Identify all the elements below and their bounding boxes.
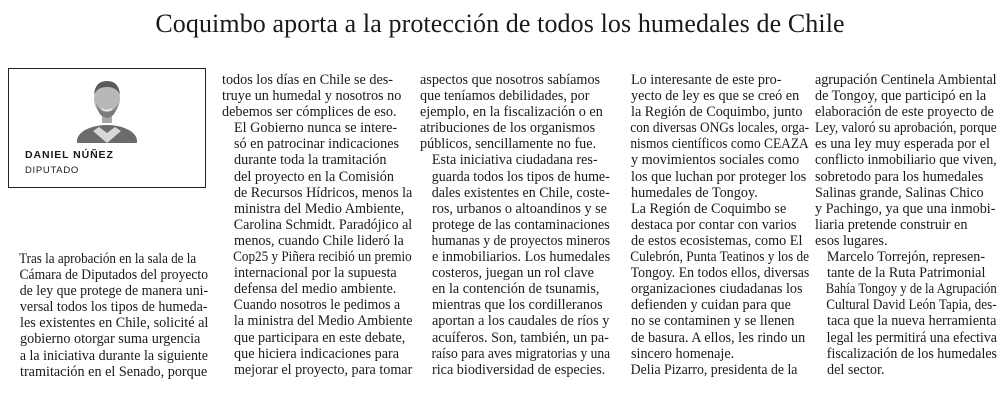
article-line: Cuando nosotros le pedimos a — [233, 297, 401, 314]
article-line: Tras la aprobación en la sala de la — [19, 251, 197, 267]
article-column-3 — [420, 72, 610, 378]
article-line: públicos, sencillamente no fue. — [420, 136, 597, 153]
article-line: de Tongoy, que participó en la — [815, 88, 987, 105]
article-line: debemos ser cómplices de eso. — [222, 104, 397, 121]
article-column-2 — [222, 72, 412, 378]
author-photo — [75, 71, 139, 143]
article-line: del sector. — [827, 361, 885, 378]
article-line: no se contaminen y se llenen — [631, 313, 795, 330]
article-paragraph — [420, 152, 610, 377]
article-paragraph — [619, 72, 809, 201]
author-box — [8, 68, 206, 188]
article-line: de basura. A ellos, les rindo un — [631, 329, 806, 346]
article-line: dales existentes en Chile, coste- — [431, 184, 610, 201]
article-line: de ley que protege de manera uni- — [19, 283, 209, 300]
article-line: gobierno otorgar suma urgencia — [20, 331, 201, 348]
article-line: ejemplo, en la fiscalización o en — [420, 104, 603, 121]
article-line: yecto de ley es que se creó en — [631, 88, 800, 105]
article-paragraph — [619, 362, 809, 378]
article-line: durante toda la tramitación — [234, 152, 387, 169]
article-line: mejorar el proyecto, para tomar — [233, 361, 413, 378]
article-line: Marcelo Torrejón, represen- — [826, 249, 986, 266]
article-line: e inmobiliarios. Los humedales — [432, 249, 611, 266]
article-line: Cop25 y Piñera recibió un premio — [233, 249, 412, 266]
article-line: raíso para aves migratorias y una — [431, 345, 611, 362]
article-line: legal les permitirá una efectiva — [826, 329, 997, 346]
article-paragraph — [619, 201, 809, 362]
article-line: liaria pretende construir en — [815, 216, 968, 233]
article-paragraph — [815, 249, 997, 378]
article-line: Cultural David León Tapia, des- — [826, 297, 997, 314]
article-line: y Pachingo, ya que una inmobi- — [815, 200, 996, 217]
article-paragraph — [420, 72, 610, 152]
article-line: que hiciera indicaciones para — [234, 345, 400, 362]
author-name: DANIEL NÚÑEZ — [25, 149, 114, 161]
article-line: que teníamos debilidades, por — [420, 88, 590, 105]
article-line: La Región de Coquimbo se — [631, 200, 787, 217]
article-line: es una ley muy esperada por el — [815, 136, 990, 153]
article-line: mientras que los cordilleranos — [432, 297, 603, 314]
article-line: esos lugares. — [815, 232, 888, 249]
article-line: todos los días en Chile se des- — [222, 72, 394, 88]
article-line: Lo interesante de este pro- — [631, 72, 782, 88]
article-line: aspectos que nosotros sabíamos — [420, 72, 601, 88]
article-line: ros, urbanos o altoandinos y se — [432, 200, 607, 217]
article-line: tante de la Ruta Patrimonial — [827, 265, 986, 282]
article-line: Cámara de Diputados del proyecto — [19, 267, 208, 284]
article-line: conflicto inmobiliario que viven, — [815, 152, 997, 169]
article-line: la ministra del Medio Ambiente — [233, 313, 413, 330]
article-column-5 — [815, 72, 997, 378]
article-line: destaca por contar con varios — [631, 216, 797, 233]
article-line: del proyecto en la Comisión — [234, 168, 394, 185]
article-line: organizaciones ciudadanas los — [631, 281, 803, 298]
article-line: Salinas grande, Salinas Chico — [815, 184, 984, 201]
article-line: defienden y cuidan para que — [631, 297, 791, 314]
article-line: defensa del medio ambiente. — [234, 281, 397, 298]
article-line: ministra del Medio Ambiente, — [234, 200, 405, 217]
author-role: DIPUTADO — [25, 165, 79, 176]
article-line: internacional por la supuesta — [234, 265, 397, 282]
article-line: con diversas ONGs locales, orga- — [630, 120, 810, 137]
article-line: sincero homenaje. — [631, 345, 735, 362]
article-line: guarda todos los tipos de hume- — [431, 168, 610, 185]
article-line: Carolina Schmidt. Paradójico al — [233, 216, 413, 233]
article-column-4 — [619, 72, 809, 378]
article-line: humanas y de proyectos mineros — [431, 232, 611, 249]
article-column-1 — [8, 251, 208, 380]
article-line: costeros, juegan un rol clave — [432, 265, 594, 282]
article-line: Ley, valoró su aprobación, porque — [815, 120, 997, 137]
article-line: Bahía Tongoy y de la Agrupación — [825, 281, 997, 298]
article-line: só en patrocinar indicaciones — [234, 136, 400, 153]
article-line: Tongoy. En todos ellos, diversas — [630, 265, 810, 282]
article-line: que participara en este debate, — [234, 329, 406, 346]
article-line: en la contención de tsunamis, — [432, 281, 600, 298]
article-line: de estos ecosistemas, como El — [631, 232, 803, 249]
article-line: aportan a los caudales de ríos y — [432, 313, 610, 330]
article-line: menos, cuando Chile lideró la — [234, 232, 404, 249]
article-line: versal todos los tipos de humeda- — [19, 299, 208, 316]
article-paragraph — [222, 120, 412, 297]
article-line: la Región de Coquimbo, junto — [631, 104, 803, 121]
article-line: taca que la nueva herramienta — [827, 313, 997, 330]
article-line: rica biodiversidad de especies. — [432, 361, 606, 378]
article-line: sobretodo para los humedales — [815, 168, 984, 185]
article-paragraph — [222, 297, 412, 377]
article-line: nismos científicos como CEAZA — [630, 136, 809, 153]
article-line: Delia Pizarro, presidenta de la — [630, 361, 798, 378]
article-line: El Gobierno nunca se intere- — [234, 120, 398, 137]
article-line: a la iniciativa durante la siguiente — [19, 347, 209, 364]
article-line: atribuciones de los organismos — [420, 120, 596, 137]
article-line: tramitación en el Senado, porque — [20, 363, 208, 380]
article-paragraph — [222, 72, 412, 120]
article-line: fiscalización de los humedales — [826, 345, 997, 362]
article-paragraph — [8, 251, 208, 380]
article-line: Esta iniciativa ciudadana res- — [431, 152, 598, 169]
article-line: acuíferos. Son, también, un pa- — [432, 329, 609, 346]
article-line: y movimientos sociales como — [631, 152, 800, 169]
article-line: Culebrón, Punta Teatinos y los de — [630, 249, 810, 266]
article-line: les existentes en Chile, solicité al — [20, 315, 209, 332]
article-line: elaboración de este proyecto de — [815, 104, 994, 121]
headline: Coquimbo aporta a la protección de todos los humedales de Chile — [155, 9, 845, 38]
article-paragraph — [815, 72, 997, 249]
article-line: de Recursos Hídricos, menos la — [233, 184, 413, 201]
article-line: agrupación Centinela Ambiental — [815, 72, 997, 88]
article-line: los que luchan por proteger los — [631, 168, 807, 185]
article-line: humedales de Tongoy. — [631, 184, 758, 201]
article-line: protege de las contaminaciones — [432, 216, 610, 233]
article-line: truye un humedal y nosotros no — [222, 88, 402, 105]
